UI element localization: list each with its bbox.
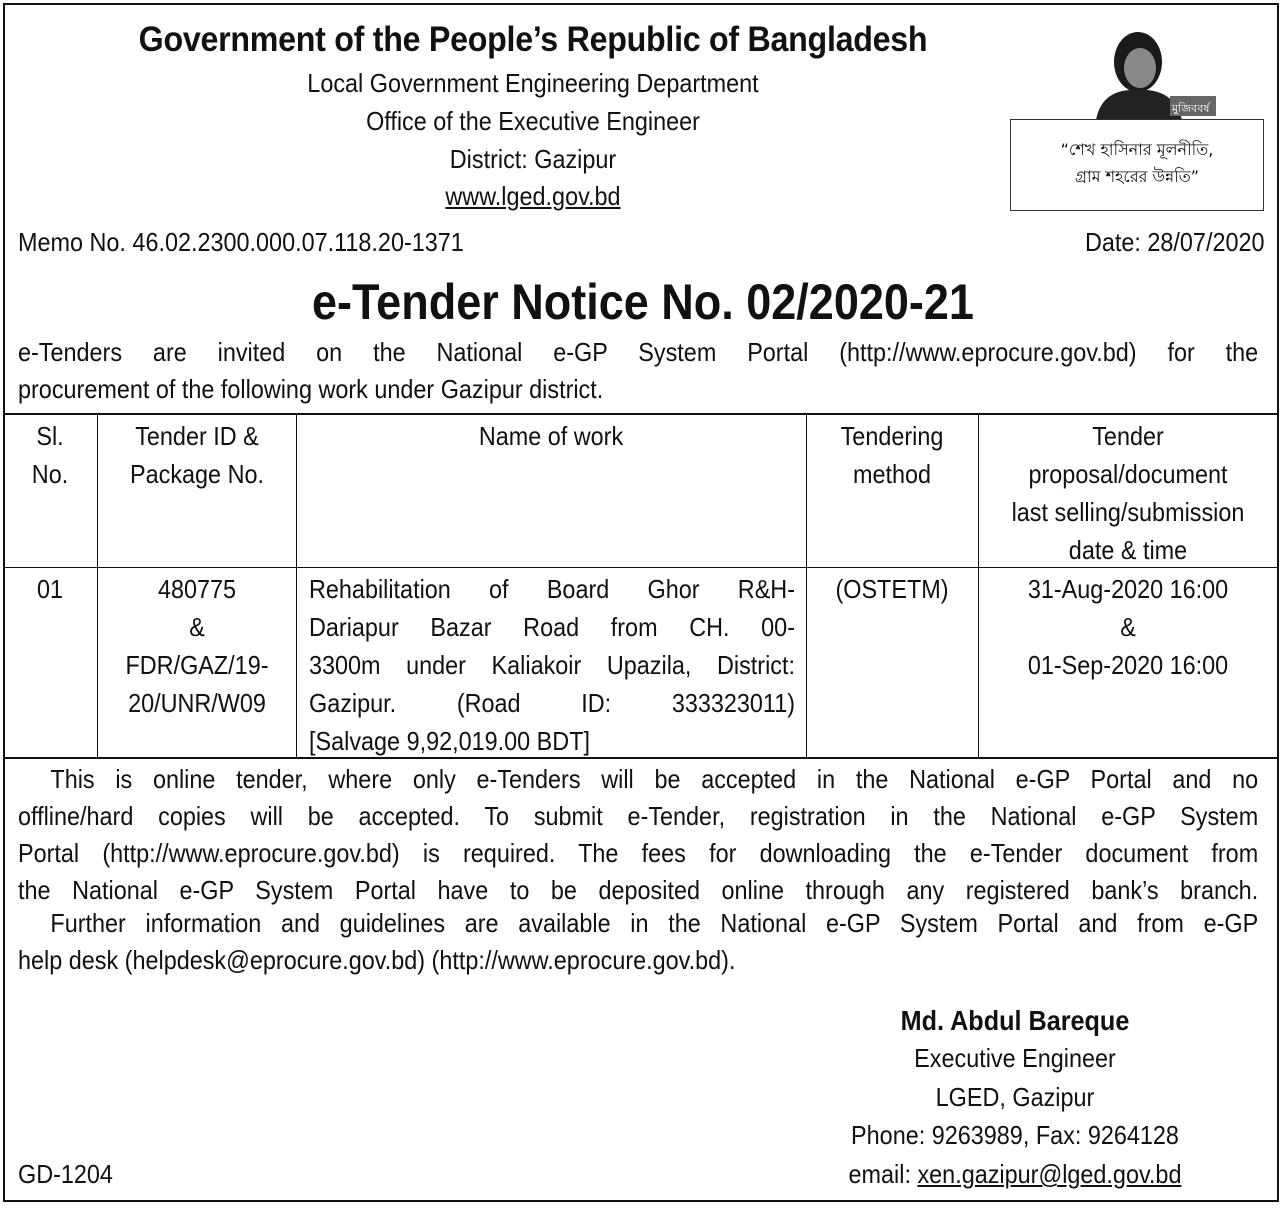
column-divider <box>97 415 98 757</box>
column-divider <box>978 415 979 757</box>
notice-date: Date: 28/07/2020 <box>1084 227 1264 257</box>
intro-line-1: e-Tenders are invited on the National e-GP System Portal (http://www.eprocure.gov.bd) for the <box>18 337 1259 367</box>
contact-phone: Phone: 9263989, Fax: 9264128 <box>851 1120 1179 1150</box>
further-info-paragraph: Further information and guidelines are available in the National e-GP System Portal and from e-GP help desk (helpdesk@eprocure.gov.bd) (http://www.eprocure.gov.bd). <box>18 908 1259 975</box>
intro-line-2: procurement of the following work under Gazipur district. <box>18 374 604 404</box>
row-submission-date: 31-Aug-2020 16:00 & 01-Sep-2020 16:00 <box>1027 574 1229 680</box>
header-tendering-method: Tendering method <box>840 421 944 489</box>
signatory-name: Md. Abdul Bareque <box>900 1005 1130 1036</box>
header-submission-date: Tender proposal/document last selling/submission date & time <box>1011 421 1245 565</box>
header-tender-id: Tender ID & Package No. <box>130 421 264 489</box>
mujib-borsho-emblem <box>1082 22 1218 120</box>
header-sl-no: Sl. No. <box>31 421 69 489</box>
signatory-title: Executive Engineer <box>914 1043 1116 1073</box>
column-divider <box>806 415 807 757</box>
header-name-of-work: Name of work <box>478 421 624 451</box>
memo-number: Memo No. 46.02.2300.000.07.118.20-1371 <box>18 227 464 257</box>
government-title: Government of the People’s Republic of Bangladesh <box>138 20 928 59</box>
notice-title: e-Tender Notice No. 02/2020-21 <box>312 274 974 330</box>
district-name: District: Gazipur <box>449 144 617 174</box>
row-tender-id: 480775 & FDR/GAZ/19- 20/UNR/W09 <box>125 574 269 718</box>
office-name: Office of the Executive Engineer <box>366 106 700 136</box>
column-divider <box>296 415 297 757</box>
department-name: Local Government Engineering Department <box>307 68 759 98</box>
row-name-of-work: Rehabilitation of Board Ghor R&H- Dariapur Bazar Road from CH. 00- 3300m under Kaliakoir Upazila, District: Gazipur. (Road ID: 333323011) [Salvage 9,92,019.00 BDT] <box>309 574 795 756</box>
website-link[interactable]: www.lged.gov.bd <box>445 181 621 211</box>
row-sl-no: 01 <box>36 574 64 604</box>
gd-code: GD-1204 <box>18 1159 113 1189</box>
row-tendering-method: (OSTETM) <box>835 574 949 604</box>
slogan-line-1: “শেখ হাসিনার মূলনীতি, <box>1060 140 1214 159</box>
slogan-box <box>1010 119 1264 211</box>
intro-paragraph <box>18 334 1258 408</box>
signatory-office: LGED, Gazipur <box>935 1082 1095 1112</box>
contact-email: email: xen.gazipur@lged.gov.bd <box>848 1159 1182 1189</box>
tender-table <box>3 413 1279 759</box>
emblem-text: মুজিববর্ষ <box>1172 102 1210 115</box>
online-tender-paragraph: This is online tender, where only e-Tenders will be accepted in the National e-GP Portal and no offline/hard copies will be accepted. To submit e-Tender, registration in the National e-GP System Portal (http://www.eprocure.gov.bd) is required. The fees for downloading the e-Tender document from the National e-GP System Portal have to be deposited online through any registered bank’s branch. <box>18 764 1259 905</box>
email-link[interactable]: xen.gazipur@lged.gov.bd <box>917 1159 1182 1189</box>
slogan-line-2: গ্রাম শহরের উন্নতি” <box>1074 167 1200 186</box>
